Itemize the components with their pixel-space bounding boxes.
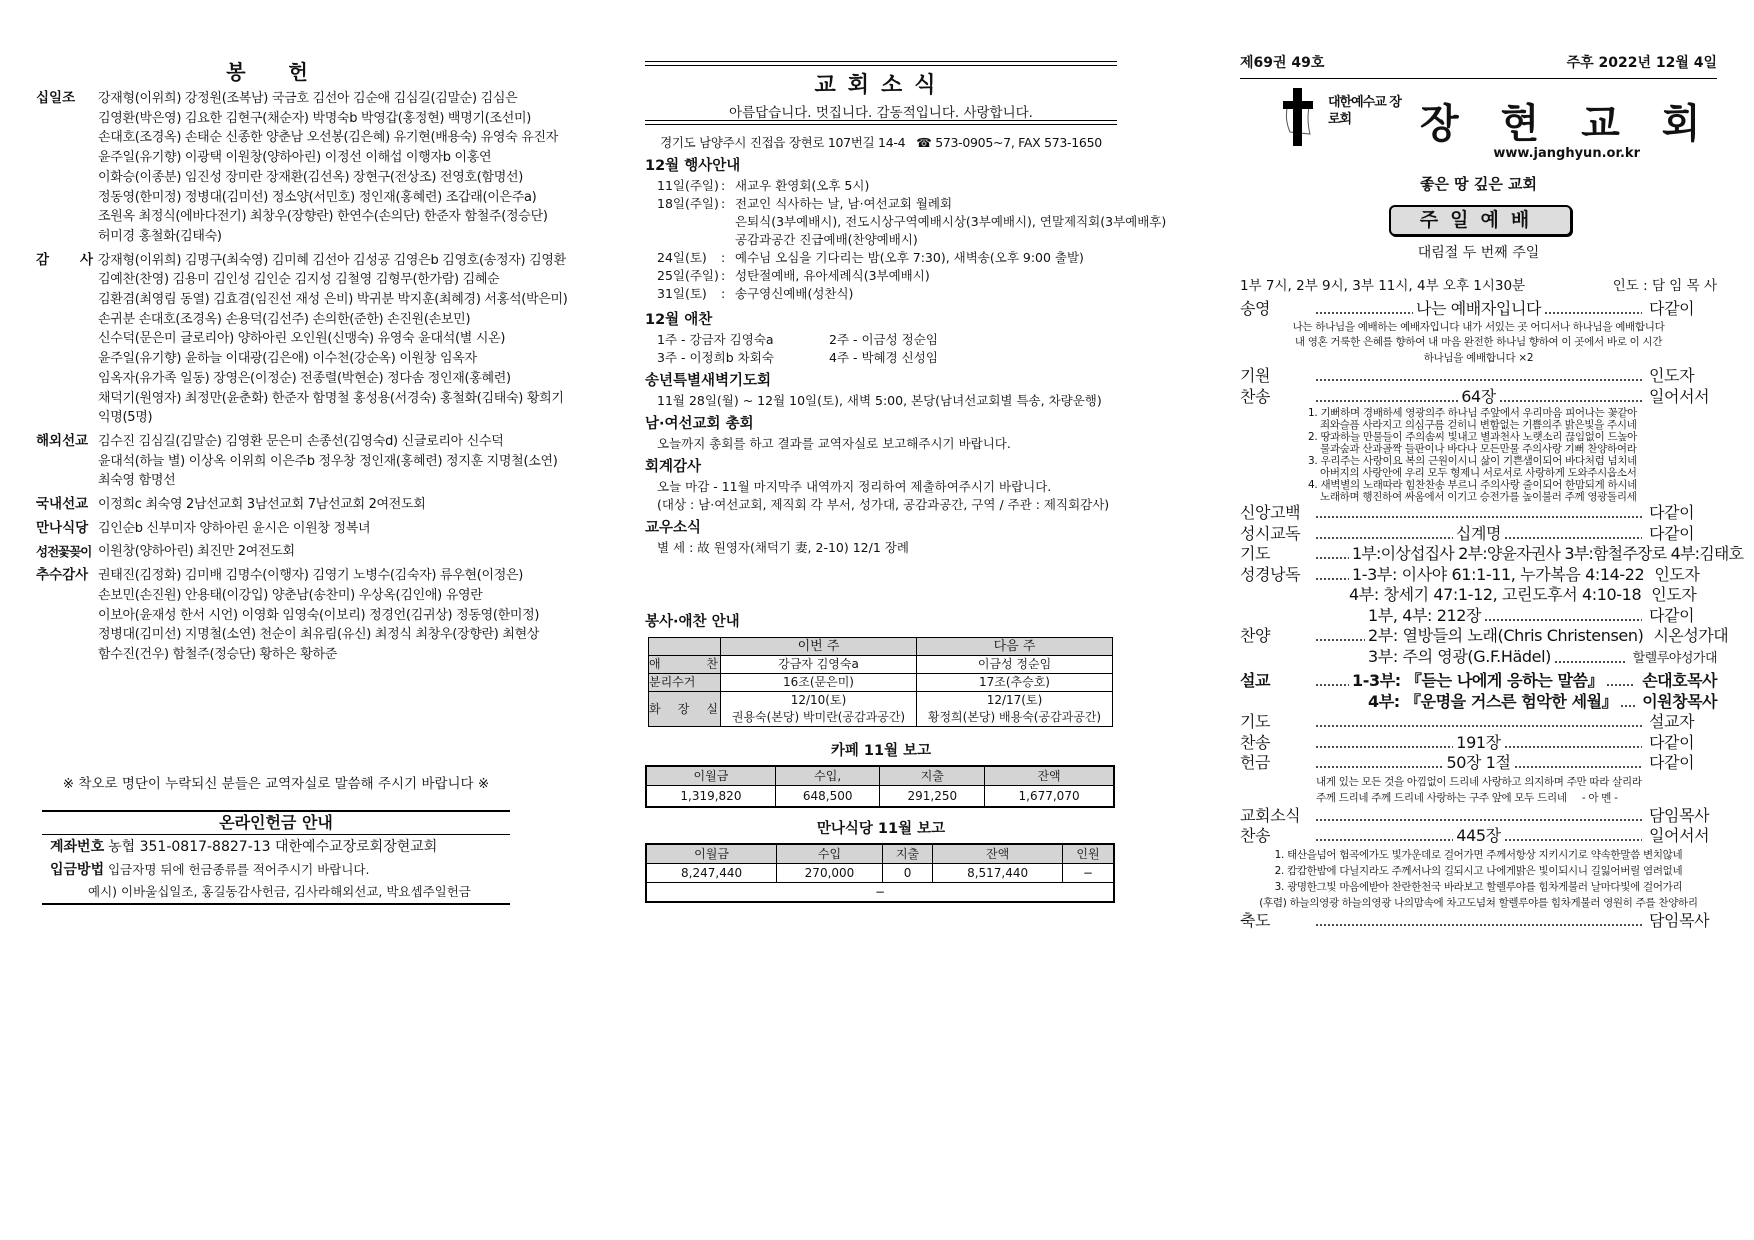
event-row [645, 285, 1117, 303]
lyric-line: 하나님을 예배합니다 ×2 [1423, 351, 1534, 364]
event-colon: : [721, 268, 726, 283]
method-row [42, 859, 510, 881]
col-header: 이월금 [646, 844, 777, 864]
phone-text: ☎ 573-0905~7, FAX 573-1650 [916, 135, 1102, 150]
row-content: 3부: 주의 영광(G.F.Hädel) [1368, 646, 1551, 666]
worship-row [1240, 387, 1717, 408]
worship-row [1240, 544, 1744, 565]
service-heading: 봉사·애찬 안내 [645, 614, 740, 630]
cell: 이금성 정순임 [917, 656, 1113, 674]
dawn-prayer-heading: 송년특별새벽기도회 [645, 373, 772, 389]
news-body [645, 155, 1167, 557]
hymn-lyrics [1240, 407, 1717, 503]
event-text: 송구영신예배(성찬식) [735, 286, 854, 301]
account-row [42, 835, 510, 859]
manna-report-title: 만나식당 11월 보고 [816, 821, 946, 837]
event-date: 11일(주일) [657, 178, 719, 193]
cell: 17조(추승호) [917, 674, 1113, 692]
lyric-line: 4. 새벽별의 노래따라 힘찬찬송 부르니 주의사랑 줄이되어 한맘되게 하시네 [1308, 479, 1638, 491]
donor-line: 김수진 김심길(김말순) 김영환 문은미 손종선(김영숙d) 신글로리아 신수덕 [98, 433, 504, 449]
event-row [645, 267, 1117, 285]
cell-date: 12/10(토) [790, 693, 847, 707]
service-times-text: 1부 7시, 2부 9시, 3부 11시, 4부 오후 1시30분 [1240, 278, 1526, 294]
service-title-box: 주일예배 [1389, 205, 1572, 236]
worship-row [1240, 565, 1717, 586]
lyric-line: 물과숲과 산과골짝 들판이나 바다나 모든만물 주의사랑 기뻐 찬양하여라 [1320, 443, 1637, 455]
choir-row [645, 349, 1117, 367]
event-row [645, 195, 1117, 213]
lyric-line: (후렴) 하늘의영광 하늘의영광 나의맘속에 차고도넘쳐 할렐루야를 힘차게불러 영원히 주를 찬양하리 [1259, 896, 1698, 909]
dot-leader [1315, 765, 1443, 769]
lyric-line: 노래하며 행진하여 싸움에서 이기고 승전가를 높이불러 주께 영광돌리세 [1320, 491, 1637, 503]
cell: 270,000 [777, 864, 883, 883]
church-logo [1280, 88, 1715, 147]
row-performer: 다같이 [1649, 503, 1695, 522]
event-date [657, 231, 721, 249]
dot-leader [1315, 556, 1349, 560]
dot-leader [1315, 838, 1453, 842]
row-performer: 인도자 [1651, 585, 1697, 604]
worship-row [1240, 299, 1717, 320]
donor-line: 김영환(박은영) 김요한 김현구(채순자) 박명숙b 박영갑(홍정현) 백명기(조선미) [98, 110, 532, 126]
church-website-link[interactable]: www.janghyun.or.kr [1493, 146, 1640, 161]
worship-row [1240, 712, 1717, 733]
worship-row [1240, 911, 1717, 932]
row-content: 191장 [1456, 732, 1501, 752]
worship-row [1240, 826, 1717, 847]
offering-section [36, 566, 556, 665]
row-content: 64장 [1461, 386, 1496, 406]
audit-text: 오늘 마감 - 11월 마지막주 내역까지 정리하여 제출하여주시기 바랍니다. [657, 479, 1052, 494]
cell: 8,247,440 [646, 864, 777, 883]
volume-number: 제69권 49호 [1240, 55, 1325, 71]
row-label: 애 찬 [649, 656, 721, 674]
row-content: 1부:이상섭집사 2부:양윤자권사 3부:함철주장로 4부:김태호 [1352, 544, 1744, 563]
col-header: 수입 [777, 844, 883, 864]
col-header: 잔액 [933, 844, 1063, 864]
cell: 1,319,820 [646, 786, 775, 807]
account-label: 계좌번호 [50, 839, 105, 855]
sermon-title: 4부: 『운명을 거스른 험악한 세월』 [1368, 691, 1618, 711]
event-text: 성탄절예배, 유아세례식(3부예배시) [735, 268, 930, 283]
cell: 291,250 [880, 786, 985, 807]
row-performer: 인도자 [1654, 564, 1700, 584]
cell: − [1062, 864, 1114, 883]
donor-line: 함수진(건우) 함철주(정승단) 황하은 황하준 [98, 646, 337, 662]
logo-church-name: 장 현 교 회 [1420, 100, 1715, 147]
donor-line: 윤주일(유기향) 윤하늘 이대광(김은애) 이수천(강순옥) 이원창 임옥자 [98, 351, 477, 367]
donor-line: 윤주일(유기향) 이광택 이원창(양하아린) 이정선 이해섭 이행자b 이홍연 [98, 150, 492, 166]
news-subtitle: 아름답습니다. 멋집니다. 감동적입니다. 사랑합니다. [729, 105, 1033, 121]
worship-row [1240, 585, 1717, 606]
manna-report-table [645, 843, 1115, 903]
lyric-line: 3. 우리주는 사랑이요 복의 근원이시니 삶이 기쁜샘이되어 바다처럼 넘치네 [1308, 455, 1638, 467]
row-performer: 담임목사 [1649, 805, 1710, 825]
dot-leader [1504, 536, 1642, 540]
event-row [645, 177, 1117, 195]
choir-row [645, 331, 1117, 349]
donor-names [98, 542, 556, 562]
donor-names [98, 566, 556, 665]
cell: 648,500 [775, 786, 880, 807]
dot-leader [1315, 923, 1642, 927]
section-label: 국내선교 [36, 496, 89, 513]
offering-list [36, 89, 568, 669]
events-heading: 12월 행사안내 [645, 158, 741, 174]
event-date: 25일(주일) [657, 268, 719, 283]
row-label: 기도 [1240, 712, 1271, 731]
address-text: 경기도 남양주시 진접읍 장현로 107번길 14-4 [660, 135, 906, 150]
row-performer: 손대호목사 [1642, 671, 1717, 690]
row-performer: 설교자 [1649, 712, 1695, 731]
lyric-line: 내게 있는 모든 것을 아낌없이 드리네 사랑하고 의지하며 주만 따라 살리라 [1316, 775, 1642, 788]
lyric-line: 내 영혼 거룩한 은혜를 향하여 내 마음 완전한 하나님 향하여 이 곳에서 바로 이 시간 [1294, 336, 1663, 348]
dot-leader [1315, 577, 1349, 581]
dot-leader [1544, 311, 1642, 315]
cell [721, 692, 917, 727]
row-label: 신앙고백 [1240, 503, 1301, 522]
account-number: 농협 351-0817-8827-13 대한예수교장로회장현교회 [108, 839, 438, 855]
offering-title: 봉 헌 [226, 60, 326, 84]
row-performer: 담임목사 [1649, 910, 1710, 930]
row-label: 성경낭독 [1240, 564, 1301, 584]
worship-row [1240, 606, 1717, 627]
row-performer: 이원창목사 [1642, 691, 1717, 711]
donor-line: 조원옥 최정식(에바다전기) 최창우(장향란) 한연수(손의단) 한준자 함철주(정승단) [98, 209, 548, 225]
row-label: 축도 [1240, 910, 1271, 930]
donor-line: 손귀분 손대호(조경옥) 손용덕(김선주) 손의한(준한) 손진원(손보민) [98, 311, 471, 327]
table-row [649, 674, 1113, 692]
order-of-worship [1240, 299, 1744, 931]
table-row [649, 656, 1113, 674]
row-label: 찬송 [1240, 826, 1271, 845]
dot-leader [1315, 724, 1642, 728]
col-header: 다음 주 [917, 638, 1113, 656]
audit-text: (대상 : 남·여선교회, 제직회 각 부서, 성가대, 공감과공간, 구역 / 주관 : 제직회감사) [657, 497, 1110, 512]
donor-line: 김환겸(최영림 동열) 김효겸(임진선 재성 은비) 박귀분 박지훈(최혜경) 서홍석(박은미) [98, 292, 568, 308]
donor-line: 이보아(윤재성 한서 시언) 이영화 임영숙(이보리) 정경언(김귀상) 정동영(한미정) [98, 607, 540, 623]
worship-row [1240, 366, 1717, 387]
lyric-line: 3. 광명한그빛 마음에받아 찬란한천국 바라보고 할렐루야를 힘차게불러 날마다빛에 걸어가리 [1274, 880, 1683, 893]
dot-leader [1315, 399, 1458, 403]
cell-date: 12/17(토) [986, 693, 1043, 707]
dot-leader [1315, 378, 1642, 382]
row-label: 분리수거 [649, 674, 721, 692]
donor-line: 권태진(김정화) 김미배 김명수(이행자) 김영기 노병수(김숙자) 류우현(이정은) [98, 568, 524, 584]
row-content: 나는 예배자입니다 [1415, 299, 1542, 318]
donor-names [98, 432, 558, 491]
choir-item: 4주 - 박혜경 신성임 [829, 350, 938, 365]
worship-row [1240, 692, 1717, 713]
offering-section [36, 519, 556, 539]
row-performer: 일어서서 [1649, 826, 1710, 845]
method-example: 예시) 이바울십일조, 홍길동감사헌금, 김사라해외선교, 박요셉주일헌금 [88, 884, 471, 899]
donor-line: 최숙영 함명선 [98, 473, 176, 489]
sermon-title: 1-3부: 『듣는 나에게 응하는 말씀』 [1352, 671, 1604, 690]
row-performer: 다같이 [1649, 732, 1695, 752]
dot-leader [1315, 638, 1365, 642]
event-date [657, 213, 721, 231]
row-label: 찬양 [1240, 626, 1271, 645]
row-performer: 할렐루야성가대 [1632, 650, 1717, 666]
lyric-line: 주께 드리네 주께 드리네 사랑하는 구주 앞에 모두 드리네 - 아 멘 - [1316, 791, 1618, 804]
dot-leader [1484, 618, 1642, 622]
event-row [645, 213, 1167, 231]
lyric-line: 2. 캄캄한밤에 다닐지라도 주께서나의 길되시고 나에게밝은 빛이되시니 길잃어버릴 염려없네 [1274, 864, 1683, 877]
row-performer: 일어서서 [1649, 386, 1710, 406]
row-label: 성시교독 [1240, 523, 1301, 543]
service-table [648, 637, 1113, 727]
row-content: 1부, 4부: 212장 [1368, 605, 1482, 625]
lyrics [1240, 320, 1717, 367]
cafe-report-table [645, 765, 1115, 808]
section-label: 만나식당 [36, 519, 89, 536]
dot-leader [1606, 683, 1635, 687]
worship-row [1240, 733, 1717, 754]
donor-line: 손보민(손진원) 안용태(이강입) 양춘남(송찬미) 우상옥(김인애) 유영란 [98, 587, 483, 603]
event-colon: : [721, 196, 726, 211]
cafe-report-title: 카페 11월 보고 [830, 743, 932, 759]
liturgical-week: 대림절 두 번째 주일 [1417, 245, 1540, 261]
row-content: 50장 1절 [1446, 753, 1511, 772]
cross-scroll-icon [1280, 88, 1320, 146]
row-content: 1-3부: 이사야 61:1-11, 누가복음 4:14-22 [1352, 564, 1645, 584]
cell: 1,677,070 [985, 786, 1114, 807]
audit-heading: 회계감사 [645, 459, 702, 475]
choir-heading: 12월 애찬 [645, 312, 713, 328]
dot-leader [1315, 745, 1453, 749]
section-label: 십일조 [36, 90, 76, 106]
donor-line: 임옥자(유가족 일동) 장영은(이정순) 전종렬(박현순) 정다솜 정인재(홍혜련) [98, 370, 511, 386]
event-colon: : [721, 250, 726, 265]
row-label: 기도 [1240, 544, 1271, 563]
dawn-prayer-text: 11월 28일(월) ~ 12월 10일(토), 새벽 5:00, 본당(남녀선교회별 특송, 차량운행) [657, 393, 1102, 408]
col-header: 이번 주 [721, 638, 917, 656]
row-performer: 인도자 [1649, 366, 1695, 385]
worship-row [1240, 753, 1717, 774]
donor-names [98, 251, 568, 428]
mission-text: 오늘까지 총회를 하고 결과를 교역자실로 보고해주시기 바랍니다. [657, 436, 1011, 451]
col-header: 지출 [882, 844, 932, 864]
event-text: 새교우 환영회(오후 5시) [735, 178, 870, 193]
bulletin-date: 주후 2022년 12월 4일 [1566, 55, 1717, 71]
col-header: 이월금 [646, 766, 775, 786]
donor-names [98, 495, 556, 515]
event-text: 은퇴식(3부예배시), 전도시상구역예배시상(3부예배시), 연말제직회(3부예배후) [735, 214, 1167, 229]
event-row [645, 249, 1117, 267]
lyric-line: 아버지의 사랑안에 우리 모두 형제니 서로서로 사랑하게 도와주시옵소서 [1320, 467, 1637, 479]
dot-leader [1315, 818, 1642, 822]
event-row [645, 231, 1117, 249]
bulletin-header [1240, 52, 1717, 79]
omission-notice: ※ 착오로 명단이 누락되신 분들은 교역자실로 말씀해 주시기 바랍니다 ※ [62, 776, 490, 792]
col-header: 지출 [880, 766, 985, 786]
offering-lyrics [1240, 774, 1717, 806]
divider [645, 61, 1117, 66]
row-label: 교회소식 [1240, 805, 1301, 825]
section-label: 해외선교 [36, 432, 89, 449]
section-label: 추수감사 [36, 567, 89, 584]
choir-item: 3주 - 이정희b 차회숙 [657, 350, 774, 365]
worship-row [1240, 524, 1717, 545]
event-colon: : [721, 178, 726, 193]
row-performer: 다같이 [1649, 523, 1695, 543]
donor-line: 채덕기(원영자) 최정만(윤춘화) 한준자 함명철 홍성용(서경숙) 홍철화(김태숙) 황희기 [98, 390, 564, 406]
donor-line: 김예찬(찬영) 김용미 김인성 김인순 김지성 김철영 김형무(한가람) 김혜순 [98, 272, 500, 288]
row-label: 화 장 실 [649, 692, 721, 727]
cell-names: 황정희(본당) 배용숙(공감과공간) [927, 710, 1102, 724]
col-header: 인원 [1062, 844, 1114, 864]
row-performer: 다같이 [1649, 753, 1695, 772]
row-performer: 시온성가대 [1653, 626, 1729, 645]
row-label: 설교 [1240, 671, 1271, 690]
worship-row [1240, 671, 1717, 692]
cell: 8,517,440 [933, 864, 1063, 883]
lyric-line: 죄와슬픔 사라지고 의심구름 걷히니 변함없는 기쁨의주 밝은빛을 주시네 [1320, 419, 1637, 431]
logo-denomination: 대한예수교 장로회 [1328, 95, 1401, 127]
dot-leader [1315, 536, 1453, 540]
donor-line: 이화승(이종분) 임진성 장미란 장재환(김선옥) 장현구(전상조) 전영호(함명선) [98, 169, 524, 185]
worship-row [1240, 806, 1717, 827]
donor-line: 강재형(이위희) 강정원(조복남) 국금호 김선아 김순애 김심길(김말순) 김심은 [98, 91, 518, 106]
donor-line: 익명(5명) [98, 410, 153, 426]
col-header: 수입, [775, 766, 880, 786]
church-address [645, 133, 1117, 151]
donor-line: 신수덕(문은미 글로리아) 양하아린 오인원(신맹숙) 유영숙 윤대석(별 시온) [98, 331, 506, 347]
dot-leader [1620, 704, 1635, 708]
event-text: 공감과공간 진급예배(찬양예배시) [735, 232, 918, 247]
online-offering-box [42, 810, 510, 905]
donor-line: 강재형(이위희) 김명구(최숙영) 김미혜 김선아 김성공 김영은b 김영호(송정자) 김영환 [98, 252, 566, 268]
member-news-text: 별 세 : 故 원영자(채덕기 妻, 2-10) 12/1 장례 [657, 540, 909, 555]
event-date: 31일(토) [657, 286, 707, 301]
cell: 16조(문은미) [721, 674, 917, 692]
church-motto: 좋은 땅 깊은 교회 [1419, 175, 1538, 193]
event-colon: : [721, 286, 726, 301]
event-date: 24일(토) [657, 250, 707, 265]
donor-names [98, 519, 556, 539]
method-label: 입금방법 [50, 862, 105, 878]
row-label: 찬송 [1240, 386, 1271, 406]
dot-leader [1499, 399, 1642, 403]
donor-line: 정동영(한미정) 정병대(김미선) 정소양(서민호) 정인재(홍혜련) 조갑래(이은주a) [98, 189, 537, 205]
event-date: 18일(주일) [657, 196, 719, 211]
choir-item: 1주 - 강금자 김영숙a [657, 332, 774, 347]
cell: − [646, 883, 1114, 903]
donor-line: 윤대석(하늘 별) 이상옥 이위희 이은주b 정우창 정인재(홍혜련) 정지훈 지명철(소연) [98, 453, 558, 469]
event-colon [721, 213, 735, 231]
row-label: 기원 [1240, 366, 1271, 385]
dot-leader [1514, 765, 1642, 769]
row-label: 송영 [1240, 299, 1271, 318]
corner-cell [649, 638, 721, 656]
section-label: 감 사 [36, 251, 93, 268]
row-performer: 다같이 [1649, 605, 1695, 625]
offering-section [36, 495, 556, 515]
row-content: 445장 [1456, 826, 1501, 845]
dot-leader [1315, 683, 1349, 687]
cell: 0 [882, 864, 932, 883]
cell: 강금자 김영숙a [721, 656, 917, 674]
cell-names: 권용숙(본당) 박미란(공감과공간) [731, 710, 906, 724]
lyric-line: 나는 하나님을 예배하는 예배자입니다 내가 서있는 곳 어디서나 하나님을 예배합니다 [1292, 320, 1665, 333]
donor-line: 김인순b 신부미자 양하아린 윤시은 이원창 정복녀 [98, 520, 371, 536]
member-news-heading: 교우소식 [645, 520, 702, 536]
lyric-line: 1. 태산을넘어 험곡에가도 빛가운데로 걸어가면 주께서항상 지키시기로 약속한말씀 변치않네 [1274, 848, 1683, 861]
lyric-line: 1. 기뻐하며 경배하세 영광의주 하나님 주앞에서 우리마음 피어나는 꽃같아 [1308, 407, 1638, 419]
offering-section [36, 542, 556, 562]
donor-line: 허미경 홍철화(김태숙) [98, 228, 222, 244]
online-offering-title: 온라인헌금 안내 [42, 812, 510, 835]
table-row [649, 692, 1113, 727]
row-label: 헌금 [1240, 753, 1271, 772]
donor-line: 이정희c 최숙영 2남선교회 3남선교회 7남선교회 2여전도회 [98, 497, 426, 513]
dot-leader [1554, 660, 1626, 664]
lyric-line: 2. 땅과하늘 만물들이 주의솜씨 빛내고 별과천사 노랫소리 끊임없이 드높아 [1308, 431, 1638, 443]
divider [645, 120, 1117, 125]
row-performer: 다같이 [1649, 299, 1695, 318]
worship-row [1240, 503, 1717, 524]
donor-line: 정병대(김미선) 지명철(소연) 천순이 최유림(유신) 최정식 최창우(장향란) 최현상 [98, 627, 540, 643]
worship-row [1240, 626, 1729, 647]
col-header: 잔액 [985, 766, 1114, 786]
hymn-lyrics [1240, 847, 1717, 911]
cell [917, 692, 1113, 727]
news-title: 교회소식 [814, 73, 948, 98]
row-content: 2부: 열방들의 노래(Chris Christensen) [1368, 626, 1644, 645]
offering-section [36, 432, 556, 491]
row-content: 4부: 창세기 47:1-12, 고린도후서 4:10-18 [1349, 585, 1642, 604]
dot-leader [1504, 838, 1642, 842]
donor-line: 손대호(조경옥) 손태순 신종한 양춘남 오선봉(김은혜) 유기현(배용숙) 유영숙 유진자 [98, 130, 558, 146]
worship-row [1240, 647, 1717, 670]
donor-line: 이원창(양하아린) 최진만 2여전도회 [98, 544, 295, 560]
mission-heading: 남·여선교회 총회 [645, 416, 754, 432]
dot-leader [1315, 311, 1413, 315]
leader-text: 인도 : 담 임 목 사 [1612, 278, 1717, 294]
offering-section [36, 251, 568, 428]
dot-leader [1315, 515, 1642, 519]
event-text: 전교인 식사하는 날, 남·여선교회 월례회 [735, 196, 953, 211]
event-colon [721, 231, 735, 249]
method-text: 입금자명 뒤에 헌금종류를 적어주시기 바랍니다. [108, 862, 370, 877]
row-content: 십계명 [1455, 523, 1502, 543]
dot-leader [1504, 745, 1642, 749]
service-times [1240, 274, 1717, 294]
offering-section [36, 89, 556, 247]
event-text: 예수님 오심을 기다리는 밤(오후 7:30), 새벽송(오후 9:00 출발) [735, 250, 1084, 265]
donor-names [98, 89, 558, 247]
row-label: 찬송 [1240, 732, 1271, 752]
choir-item: 2주 - 이금성 정순임 [829, 332, 938, 347]
section-label: 성전꽃꽂이 [36, 544, 92, 560]
events-list [645, 177, 1167, 303]
